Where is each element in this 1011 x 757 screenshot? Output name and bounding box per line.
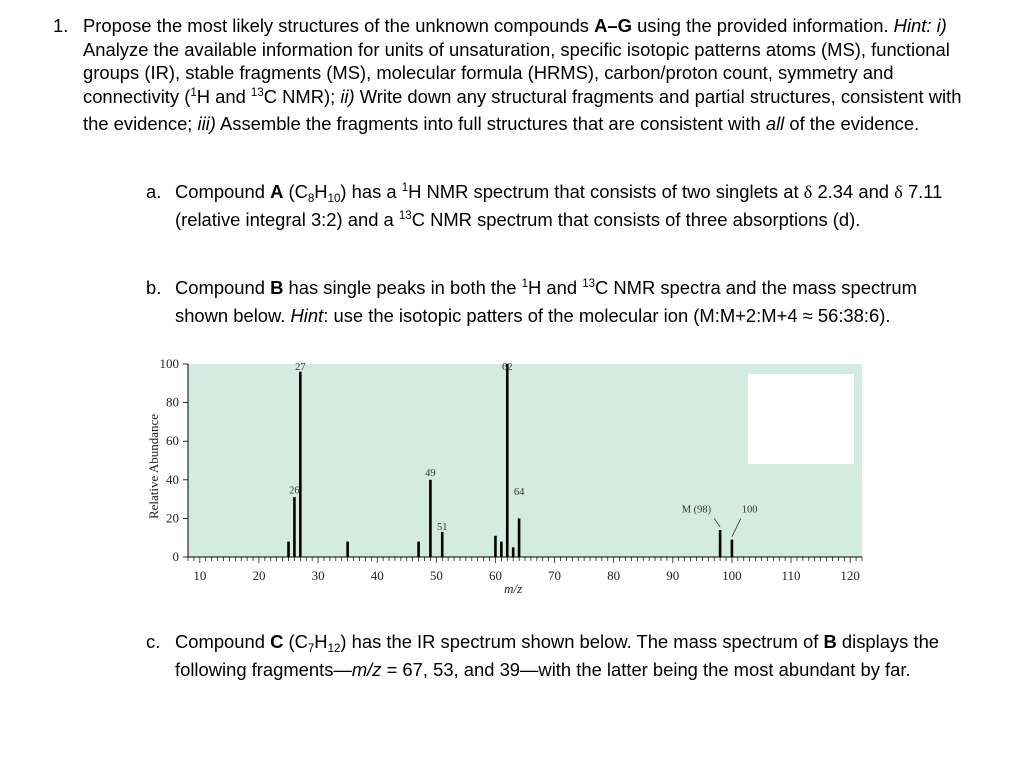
peak-bar — [441, 532, 444, 557]
peak-bar — [429, 480, 432, 557]
x-tick-label: 120 — [840, 568, 860, 583]
x-tick-label: 20 — [252, 568, 266, 583]
peak-bar — [719, 530, 722, 557]
y-axis-label: Relative Abundance — [146, 413, 161, 520]
part-b-text: Compound B has single peaks in both the $^1$H and $^{13}$C NMR spectra and the mass spectrum shown below. Hint: use the isotopic patters of the molecular ion (M:M+2:M+4 ≈ 56:38:6). — [175, 277, 917, 326]
part-c-text: Compound C $(C_7H_{12})$ has the IR spectrum shown below. The mass spectrum of B displays the following fragments—m/z = 67, 53, and 39—with the latter being the most abundant by far. — [175, 631, 940, 680]
x-tick-label: 50 — [429, 568, 443, 583]
peak-bar — [299, 372, 302, 557]
peak-label: 49 — [425, 467, 436, 479]
x-tick-label: 100 — [722, 568, 742, 583]
peak-bar — [287, 542, 290, 557]
question-number: 1. — [53, 15, 69, 36]
y-tick-label: 60 — [166, 433, 179, 449]
peak-bar — [346, 542, 349, 557]
peak-bar — [731, 540, 734, 557]
peak-bar — [518, 518, 521, 557]
x-tick-label: 10 — [193, 568, 207, 583]
question-text: Propose the most likely structures of the unknown compounds A–G using the provided information. Hint: i) Analyze the available information for units of unsaturation, specific isotopic patterns atoms (MS), functional groups (IR), stable fragments (MS), molecular formula (HRMS), carbon/proton count, symmetry and connectivity ($^1$H and $^{13}$C NMR); ii) Write down any structural fragments and partial structures, consistent with the evidence; iii) Assemble the fragments into full structures that are consistent with all of the evidence. — [83, 15, 962, 134]
y-tick-label: 20 — [166, 510, 179, 526]
peak-bar — [494, 536, 497, 557]
x-tick-label: 70 — [548, 568, 562, 583]
part-b-letter: b. — [146, 277, 162, 298]
peak-label: 51 — [436, 521, 448, 533]
peak-label: 62 — [502, 361, 513, 373]
peak-label: 27 — [295, 361, 306, 373]
x-tick-label: 90 — [666, 568, 680, 583]
part-c-letter: c. — [146, 631, 161, 652]
y-tick-label: 100 — [159, 356, 179, 371]
peak-bar — [506, 364, 509, 557]
part-a-letter: a. — [146, 181, 162, 202]
peak-label: 100 — [741, 504, 758, 516]
peak-bar — [512, 547, 515, 557]
peak-bar — [500, 542, 503, 557]
y-tick-label: 80 — [166, 394, 179, 410]
blank-legend-box — [748, 374, 854, 464]
part-a-text: Compound A $(C_8H_{10})$ has a $^1$H NMR spectrum that consists of two singlets at δ 2.34 and δ 7.11 (relative integral 3:2) and a $^{13}$C NMR spectrum that consists of three absorptions (d). — [175, 181, 943, 230]
y-tick-label: 0 — [172, 549, 179, 564]
peak-label: M (98) — [681, 504, 712, 516]
x-tick-label: 30 — [311, 568, 325, 583]
x-tick-label: 80 — [607, 568, 621, 583]
y-tick-label: 40 — [166, 471, 179, 487]
x-tick-label: 60 — [488, 568, 502, 583]
x-axis-label: m/z — [504, 581, 523, 596]
peak-label: 26 — [289, 485, 300, 497]
mass-spectrum-chart — [140, 352, 880, 607]
peak-label: 64 — [513, 487, 525, 499]
x-tick-label: 110 — [781, 568, 801, 583]
peak-bar — [293, 497, 296, 557]
x-tick-label: 40 — [370, 568, 384, 583]
peak-bar — [417, 542, 420, 557]
